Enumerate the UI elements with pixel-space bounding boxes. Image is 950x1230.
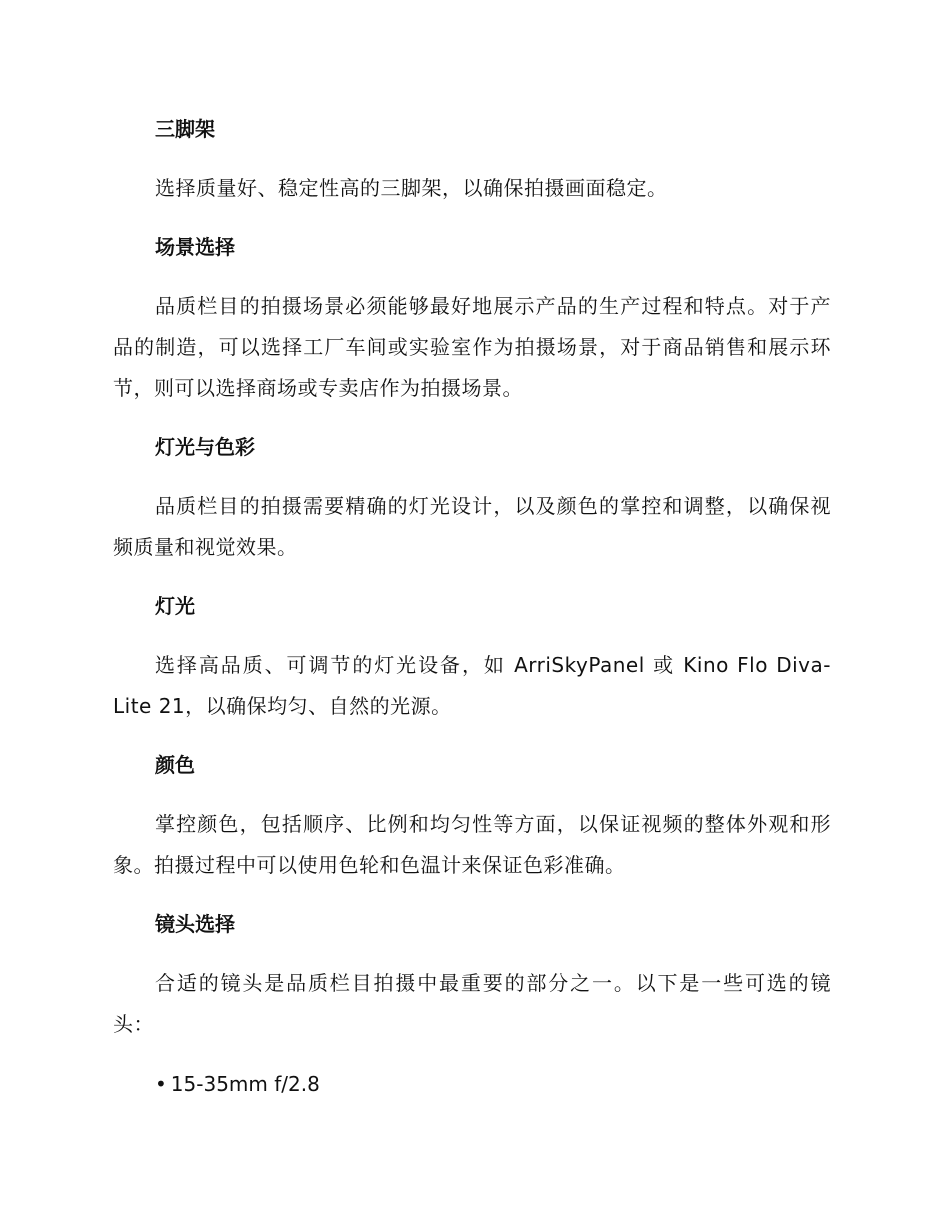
lens-selection-heading: 镜头选择	[155, 912, 235, 936]
scene-selection-heading: 场景选择	[155, 235, 235, 259]
scene-selection-paragraph: 品质栏目的拍摄场景必须能够最好地展示产品的生产过程和特点。对于产品的制造，可以选择工厂车间或实验室作为拍摄场景，对于商品销售和展示环节，则可以选择商场或专卖店作为拍摄场景。	[113, 294, 831, 400]
lens-selection-paragraph: 合适的镜头是品质栏目拍摄中最重要的部分之一。以下是一些可选的镜头：	[113, 971, 831, 1036]
lighting-color-heading: 灯光与色彩	[155, 435, 255, 459]
tripod-paragraph: 选择质量好、稳定性高的三脚架，以确保拍摄画面稳定。	[155, 176, 668, 200]
tripod-heading: 三脚架	[155, 117, 215, 141]
lens-list-item	[113, 1064, 831, 1105]
document-body	[113, 110, 831, 1105]
bullet-icon: •	[155, 1072, 167, 1096]
color-heading: 颜色	[155, 753, 195, 777]
color-paragraph: 掌控颜色，包括顺序、比例和均匀性等方面，以保证视频的整体外观和形象。拍摄过程中可以使用色轮和色温计来保证色彩准确。	[113, 812, 831, 877]
lighting-heading: 灯光	[155, 594, 195, 618]
lighting-color-paragraph: 品质栏目的拍摄需要精确的灯光设计，以及颜色的掌控和调整，以确保视频质量和视觉效果。	[113, 494, 831, 559]
lighting-paragraph: 选择高品质、可调节的灯光设备，如 ArriSkyPanel 或 Kino Flo Diva-Lite 21，以确保均匀、自然的光源。	[113, 653, 831, 718]
lens-list-item-text: 15-35mm f/2.8	[170, 1072, 320, 1096]
